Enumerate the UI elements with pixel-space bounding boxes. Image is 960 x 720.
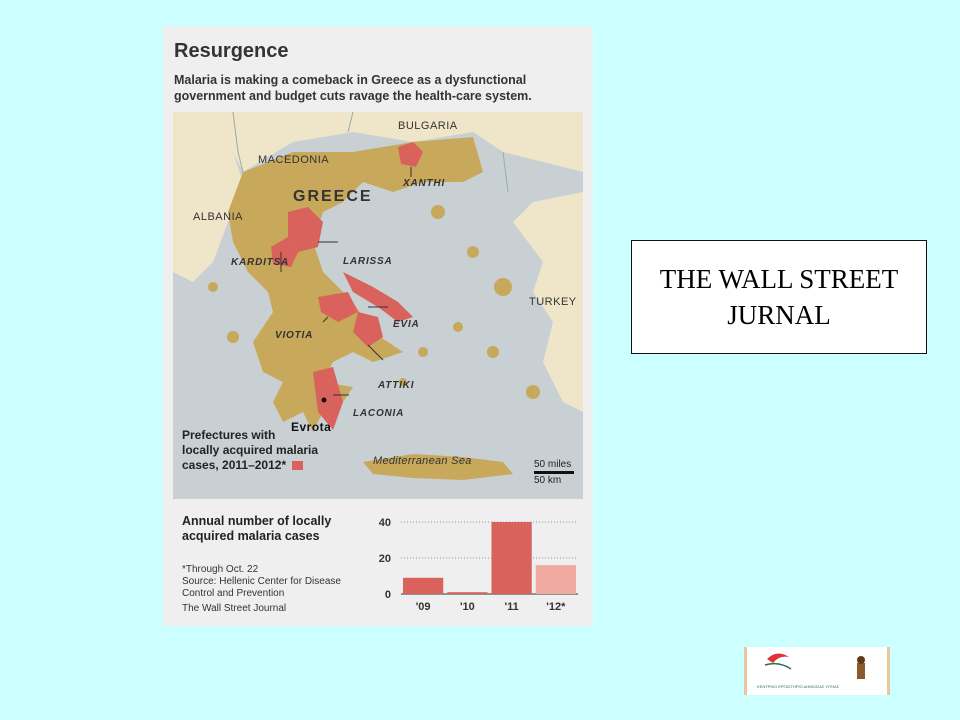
y-tick-label: 40: [378, 517, 391, 529]
bar: [492, 522, 532, 594]
label-turkey: TURKEY: [529, 296, 577, 308]
x-tick-label: '11: [504, 601, 519, 613]
note-source2: Control and Prevention: [182, 588, 285, 599]
label-albania: ALBANIA: [193, 211, 243, 223]
legend-line: locally acquired malaria: [182, 443, 319, 457]
legend-line: Prefectures with: [182, 428, 276, 442]
x-tick-label: '09: [415, 601, 431, 613]
wsj-title-box: [631, 240, 927, 354]
note-through: *Through Oct. 22: [182, 564, 259, 575]
malaria-bar-chart: [363, 506, 583, 626]
label-sea: Mediterranean Sea: [373, 455, 472, 467]
label-evrota: Evrota: [291, 420, 332, 434]
label-greece: GREECE: [293, 188, 373, 205]
bar: [403, 578, 443, 594]
logo-caption: ΚΕΝΤΡΙΚΟ ΕΡΓΑΣΤΗΡΙΟ ΔΗΜΟΣΙΑΣ ΥΓΕΙΑΣ: [757, 684, 840, 689]
label-macedonia: MACEDONIA: [258, 154, 330, 166]
chart-notes: [182, 564, 341, 615]
label-viotia: VIOTIA: [275, 330, 314, 341]
label-evia: EVIA: [393, 319, 420, 330]
y-tick-label: 20: [378, 553, 391, 565]
scale-bar: [534, 459, 574, 486]
lab-logo: [744, 647, 890, 695]
label-bulgaria: BULGARIA: [398, 120, 458, 132]
legend-swatch: [292, 461, 303, 470]
graphic-title: Resurgence: [174, 40, 289, 62]
evrota-dot: [322, 398, 327, 403]
wsj-graphic: [163, 26, 593, 626]
graphic-subtitle: Malaria is making a comeback in Greece as a dysfunctional government and budget cuts ravage the health-care system.: [174, 73, 532, 103]
note-source: Source: Hellenic Center for Disease: [182, 576, 341, 587]
chart-title: Annual number of locally acquired malaria cases: [182, 514, 332, 543]
note-publisher: The Wall Street Journal: [182, 603, 287, 614]
label-xanthi: XANTHI: [403, 178, 446, 189]
scale-km: 50 km: [534, 475, 562, 486]
scale-line: [534, 471, 574, 474]
label-larissa: LARISSA: [343, 256, 393, 267]
label-laconia: LACONIA: [353, 408, 405, 419]
x-tick-label: '12*: [546, 601, 566, 613]
bar: [536, 565, 576, 594]
scale-miles: 50 miles: [534, 459, 572, 470]
label-attiki: ATTIKI: [378, 380, 415, 391]
label-karditsa: KARDITSA: [231, 257, 290, 268]
map-legend: [182, 428, 318, 473]
x-tick-label: '10: [459, 601, 475, 613]
legend-line: cases, 2011–2012*: [182, 458, 318, 473]
wsj-title-line1: THE WALL STREET: [659, 264, 899, 294]
wsj-title-line2: JURNAL: [727, 300, 831, 330]
bar: [447, 592, 487, 594]
greece-map: [173, 112, 583, 499]
y-tick-label: 0: [384, 589, 391, 601]
